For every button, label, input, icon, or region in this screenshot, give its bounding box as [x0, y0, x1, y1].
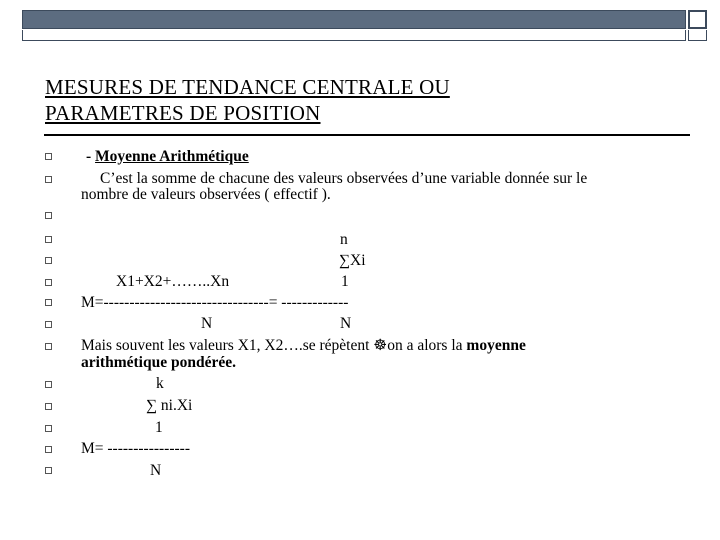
header-square [688, 10, 707, 29]
weighted-text-2: on a alors la [387, 337, 467, 354]
bullet-square-icon [45, 236, 52, 243]
formula1-upper-limit: n [340, 231, 348, 248]
formula2-fraction-line: M= ---------------- [81, 440, 190, 457]
header-bar-dark [22, 10, 686, 29]
formula1-fraction-line: M=--------------------------------= ------------- [81, 294, 349, 311]
bullet-square-icon [45, 257, 52, 264]
formula1-sum: ∑Xi [339, 252, 366, 269]
title-line-1: MESURES DE TENDANCE CENTRALE OU [45, 75, 450, 99]
weighted-text-1: Mais souvent les valeurs X1, X2….se répètent [81, 337, 374, 354]
formula1-denominator-2: N [340, 315, 352, 332]
definition-line-2: nombre de valeurs observées ( effectif ). [81, 186, 331, 203]
bullet-square-icon [45, 176, 52, 183]
bullet-square-icon [45, 425, 52, 432]
formula2-upper-limit: k [156, 375, 164, 392]
formula2-denominator: N [150, 462, 162, 479]
title-divider [44, 134, 690, 136]
formula2-sum: ∑ ni.Xi [146, 397, 193, 414]
bullet-square-icon [45, 279, 52, 286]
formula1-lower-limit: 1 [341, 273, 349, 290]
heading-prefix: - [86, 148, 96, 165]
bullet-square-icon [45, 403, 52, 410]
bullet-square-icon [45, 299, 52, 306]
formula1-expanded: X1+X2+……..Xn [116, 273, 230, 290]
bullet-square-icon [45, 381, 52, 388]
slide-title [45, 74, 450, 126]
bullet-square-icon [45, 321, 52, 328]
header-bar-light [22, 30, 686, 41]
formula1-denominator-1: N [201, 315, 213, 332]
wheel-symbol-icon: ☸ [373, 337, 388, 354]
definition-line-1: C’est la somme de chacune des valeurs observées d’une variable donnée sur le [100, 170, 588, 187]
bullet-square-icon [45, 446, 52, 453]
bullet-square-icon [45, 343, 52, 350]
slide-header-band [22, 10, 710, 32]
section-heading [86, 148, 249, 166]
title-line-2: PARAMETRES DE POSITION [45, 101, 321, 125]
weighted-intro-line-2: arithmétique pondérée. [81, 354, 236, 371]
weighted-intro-line-1 [81, 337, 526, 355]
heading-text: Moyenne Arithmétique [95, 148, 249, 165]
formula2-lower-limit: 1 [155, 419, 163, 436]
bullet-square-icon [45, 153, 52, 160]
header-square-light [688, 30, 707, 41]
weighted-bold-1: moyenne [466, 337, 526, 354]
bullet-square-icon [45, 212, 52, 219]
bullet-square-icon [45, 467, 52, 474]
